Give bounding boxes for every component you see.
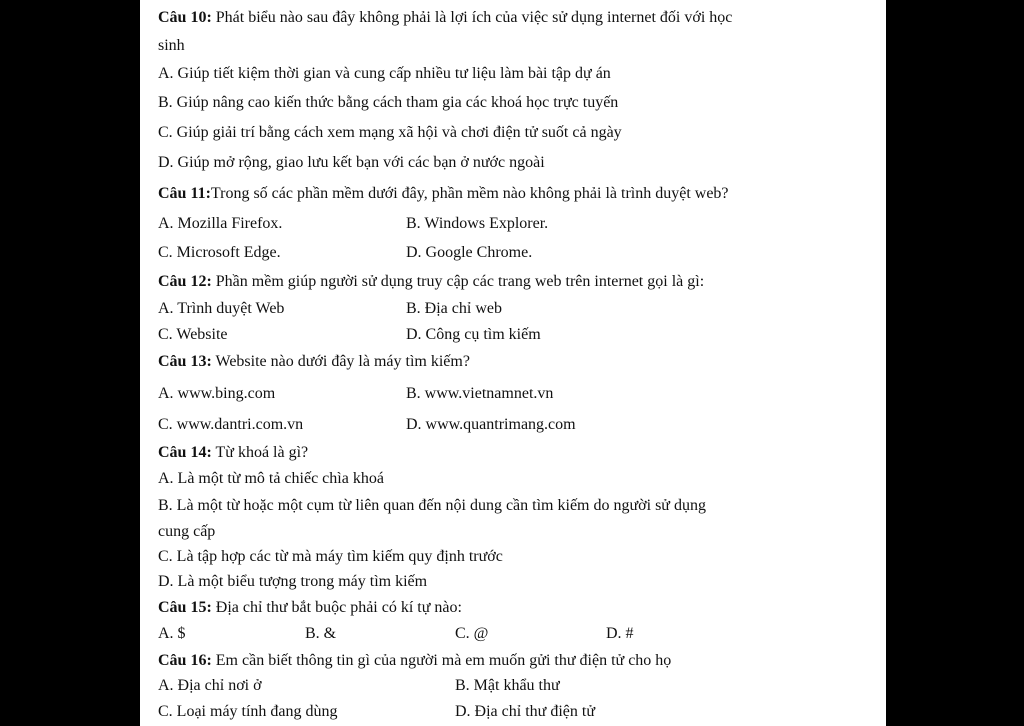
question-14-option-c: C. Là tập hợp các từ mà máy tìm kiếm quy định trước (158, 548, 503, 565)
question-16-option-d: D. Địa chỉ thư điện tử (455, 703, 595, 720)
question-10-option-b: B. Giúp nâng cao kiến thức bằng cách tham gia các khoá học trực tuyến (158, 94, 619, 111)
question-14-option-b: B. Là một từ hoặc một cụm từ liên quan đến nội dung cần tìm kiếm do người sử dụng (158, 497, 706, 514)
question-16: Câu 16: Em cần biết thông tin gì của người mà em muốn gửi thư điện tử cho họ (158, 652, 672, 669)
question-10: Câu 10: Phát biểu nào sau đây không phải là lợi ích của việc sử dụng internet đối với học (158, 9, 733, 26)
question-11-option-b: B. Windows Explorer. (406, 215, 549, 232)
question-11-option-c: C. Microsoft Edge. (158, 244, 281, 261)
question-14: Câu 14: Từ khoá là gì? (158, 444, 309, 461)
question-13: Câu 13: Website nào dưới đây là máy tìm kiếm? (158, 353, 470, 370)
question-11: Câu 11:Trong số các phần mềm dưới đây, phần mềm nào không phải là trình duyệt web? (158, 185, 729, 202)
question-13-option-b: B. www.vietnamnet.vn (406, 385, 554, 402)
question-14-option-a: A. Là một từ mô tả chiếc chìa khoá (158, 470, 384, 487)
question-12: Câu 12: Phần mềm giúp người sử dụng truy cập các trang web trên internet gọi là gì: (158, 273, 705, 290)
question-13-option-a: A. www.bing.com (158, 385, 276, 402)
question-12-option-c: C. Website (158, 326, 228, 343)
question-14-option-b-continuation: cung cấp (158, 523, 216, 540)
question-16-option-a: A. Địa chỉ nơi ở (158, 677, 262, 694)
question-12-option-b: B. Địa chỉ web (406, 300, 502, 317)
question-16-option-b: B. Mật khẩu thư (455, 677, 560, 694)
document-page (140, 0, 886, 726)
question-10-option-a: A. Giúp tiết kiệm thời gian và cung cấp nhiều tư liệu làm bài tập dự án (158, 65, 611, 82)
question-15-option-a: A. $ (158, 625, 186, 642)
question-12-option-d: D. Công cụ tìm kiếm (406, 326, 541, 343)
question-10-continuation: sinh (158, 37, 185, 54)
question-10-option-c: C. Giúp giải trí bằng cách xem mạng xã hội và chơi điện tử suốt cả ngày (158, 124, 622, 141)
question-16-option-c: C. Loại máy tính đang dùng (158, 703, 338, 720)
question-14-option-d: D. Là một biểu tượng trong máy tìm kiếm (158, 573, 428, 590)
question-13-option-c: C. www.dantri.com.vn (158, 416, 304, 433)
question-11-option-d: D. Google Chrome. (406, 244, 533, 261)
question-13-option-d: D. www.quantrimang.com (406, 416, 576, 433)
question-15-option-c: C. @ (455, 625, 489, 642)
question-10-option-d: D. Giúp mở rộng, giao lưu kết bạn với các bạn ở nước ngoài (158, 154, 545, 171)
question-15-option-d: D. # (606, 625, 634, 642)
question-15-option-b: B. & (305, 625, 337, 642)
question-15: Câu 15: Địa chỉ thư bắt buộc phải có kí tự nào: (158, 599, 462, 616)
question-11-option-a: A. Mozilla Firefox. (158, 215, 283, 232)
question-12-option-a: A. Trình duyệt Web (158, 300, 285, 317)
